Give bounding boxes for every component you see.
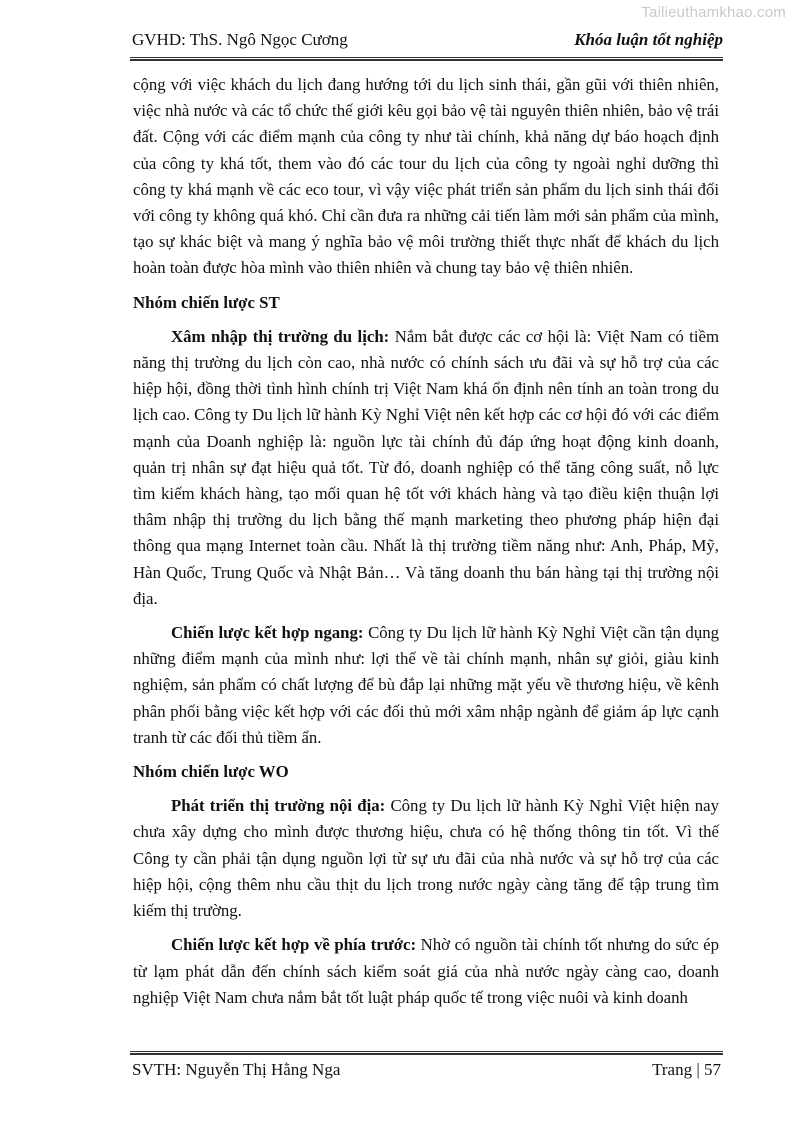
- paragraph-st-market-penetration: [133, 324, 719, 612]
- paragraph-wo-forward: [133, 932, 719, 1011]
- paragraph-st-horizontal: [133, 620, 719, 751]
- watermark: Tailieuthamkhao.com: [641, 4, 786, 21]
- paragraph-body: Công ty Du lịch lữ hành Kỳ Nghỉ Việt cần tận dụng những điểm mạnh của mình như: lợi thế về tài chính mạnh, nhân sự giỏi, giàu kinh nghiệm, sản phẩm có chất lượng để bù đắp lại những mặt yếu về thương hiệu, về kênh phân phối bằng việc kết hợp với các đối thủ mới xâm nhập ngành để giảm áp lực cạnh tranh từ các đối thủ tiềm ẩn.: [133, 623, 719, 747]
- footer-divider: [130, 1051, 723, 1055]
- paragraph-body: Nắm bắt được các cơ hội là: Việt Nam có tiềm năng thị trường du lịch còn cao, nhà nước có chính sách ưu đãi và sự hỗ trợ của các hiệp hội, đồng thời tình hình chính trị Việt Nam khá ổn định nên tính an toàn trong du lịch cao. Công ty Du lịch lữ hành Kỳ Nghỉ Việt nên kết hợp các cơ hội đó với các điểm mạnh của Doanh nghiệp là: nguồn lực tài chính đủ đáp ứng hoạt động kinh doanh, quản trị nhân sự đạt hiệu quả tốt. Từ đó, doanh nghiệp có thể tăng công suất, nỗ lực tìm kiếm khách hàng, tạo mối quan hệ tốt với khách hàng và tạo điều kiện thuận lợi thâm nhập thị trường du lịch bằng thế mạnh marketing theo phương pháp hiện đại thông qua mạng Internet toàn cầu. Nhất là thị trường tiềm năng như: Anh, Pháp, Mỹ, Hàn Quốc, Trung Quốc và Nhật Bản… Và tăng doanh thu bán hàng tại thị trường nội địa.: [133, 326, 719, 608]
- section-heading-st: Nhóm chiến lược ST: [133, 292, 280, 312]
- paragraph-wo-domestic: [133, 793, 719, 924]
- section-heading-wo: Nhóm chiến lược WO: [133, 762, 289, 782]
- page-number: Trang | 57: [652, 1060, 721, 1079]
- paragraph-lead: Xâm nhập thị trường du lịch:: [171, 326, 390, 346]
- footer-student: SVTH: Nguyễn Thị Hằng Nga: [132, 1060, 341, 1079]
- paragraph-lead: Chiến lược kết hợp về phía trước:: [171, 935, 417, 955]
- intro-paragraph: cộng với việc khách du lịch đang hướng tới du lịch sinh thái, gần gũi với thiên nhiên, việc nhà nước và các tổ chức thế giới kêu gọi bảo vệ tài nguyên thiên nhiên, bảo vệ trái đất. Cộng với các điểm mạnh của công ty như tài chính, khả năng dự báo hoạch định của công ty khá tốt, them vào đó các tour du lịch của công ty ngoài nghỉ dưỡng thì công ty khá mạnh về các eco tour, vì vậy việc phát triển sản phẩm du lịch sinh thái đối với công ty không quá khó. Chỉ cần đưa ra những cải tiến làm mới sản phẩm của mình, tạo sự khác biệt và mang ý nghĩa bảo vệ môi trường thiết thực nhất để khách du lịch hoàn toàn được hòa mình vào thiên nhiên và chung tay bảo vệ thiên nhiên.: [133, 75, 719, 278]
- paragraph-lead: Phát triển thị trường nội địa:: [171, 796, 386, 816]
- paragraph-body: Công ty Du lịch lữ hành Kỳ Nghỉ Việt hiện nay chưa xây dựng cho mình được thương hiệu, chưa có hệ thống thông tin tốt. Vì thế Công ty cần phải tận dụng nguồn lợi từ sự ưu đãi của nhà nước và sự hỗ trợ của các hiệp hội, cộng thêm nhu cầu thịt du lịch trong nước ngày càng tăng để tập trung tìm kiếm thị trường.: [133, 796, 719, 921]
- page-header: [130, 30, 723, 54]
- header-advisor: GVHD: ThS. Ngô Ngọc Cương: [132, 30, 348, 49]
- paragraph-body: Nhờ có nguồn tài chính tốt nhưng do sức ép từ lạm phát dẫn đến chính sách kiểm soát giá của nhà nước ngày càng cao, doanh nghiệp Việt Nam chưa nắm bắt tốt luật pháp quốc tế trong việc nuôi và kinh doanh: [133, 935, 719, 1007]
- page-body: [133, 72, 719, 1011]
- paragraph-lead: Chiến lược kết hợp ngang:: [171, 623, 364, 643]
- header-doc-type: Khóa luận tốt nghiệp: [574, 30, 723, 49]
- header-divider: [130, 57, 723, 61]
